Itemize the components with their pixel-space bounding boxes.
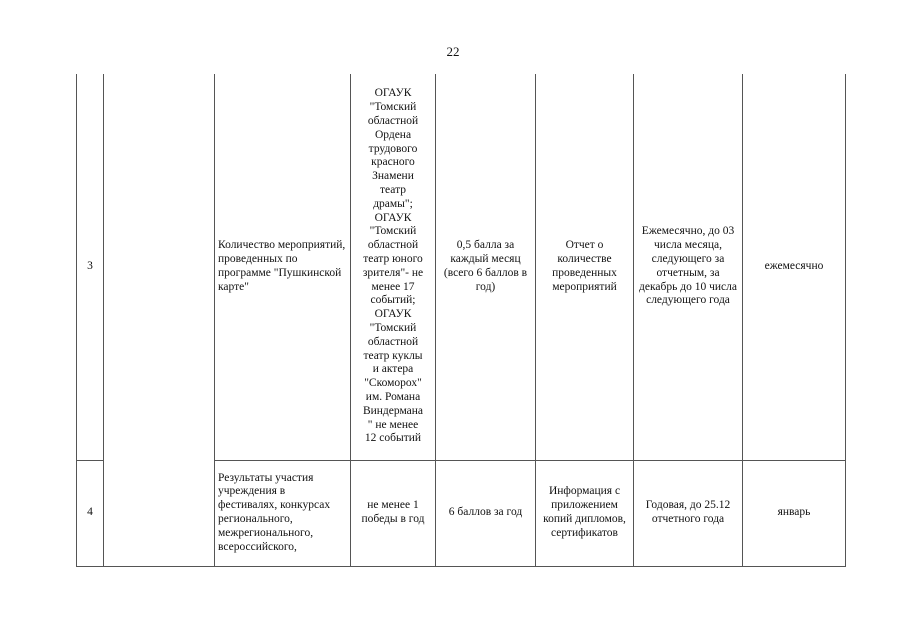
page-number: 22 (446, 44, 460, 59)
indicator-cell: Результаты участия учреждения в фестивалях, конкурсах регионального, межрегионального, всероссийского, (215, 460, 351, 566)
row-number: 4 (77, 460, 104, 566)
indicator-cell: Количество мероприятий, проведенных по программе "Пушкинской карте" (215, 74, 351, 460)
row-number: 3 (77, 74, 104, 460)
deadline-cell: Годовая, до 25.12 отчетного года (634, 460, 743, 566)
deadline-cell: Ежемесячно, до 03 числа месяца, следующего за отчетным, за декабрь до 10 числа следующего года (634, 74, 743, 460)
score-cell: 6 баллов за год (436, 460, 536, 566)
report-cell: Отчет о количестве проведенных мероприятий (536, 74, 634, 460)
report-cell: Информация с приложением копий дипломов, сертификатов (536, 460, 634, 566)
score-cell: 0,5 балла за каждый месяц (всего 6 баллов в год) (436, 74, 536, 460)
period-cell: январь (743, 460, 846, 566)
period-cell: ежемесячно (743, 74, 846, 460)
table-row (77, 74, 846, 460)
criteria-table (76, 74, 846, 567)
target-cell: не менее 1 победы в год (351, 460, 436, 566)
merged-empty-cell (104, 74, 215, 566)
target-cell: ОГАУК "Томский областной Ордена трудового красного Знамени театр драмы"; ОГАУК "Томский областной театр юного зрителя"- не менее 17 событий; ОГАУК "Томский областной театр куклы и актера "Скоморох" им. Романа Виндермана " не менее 12 событий (351, 74, 436, 460)
